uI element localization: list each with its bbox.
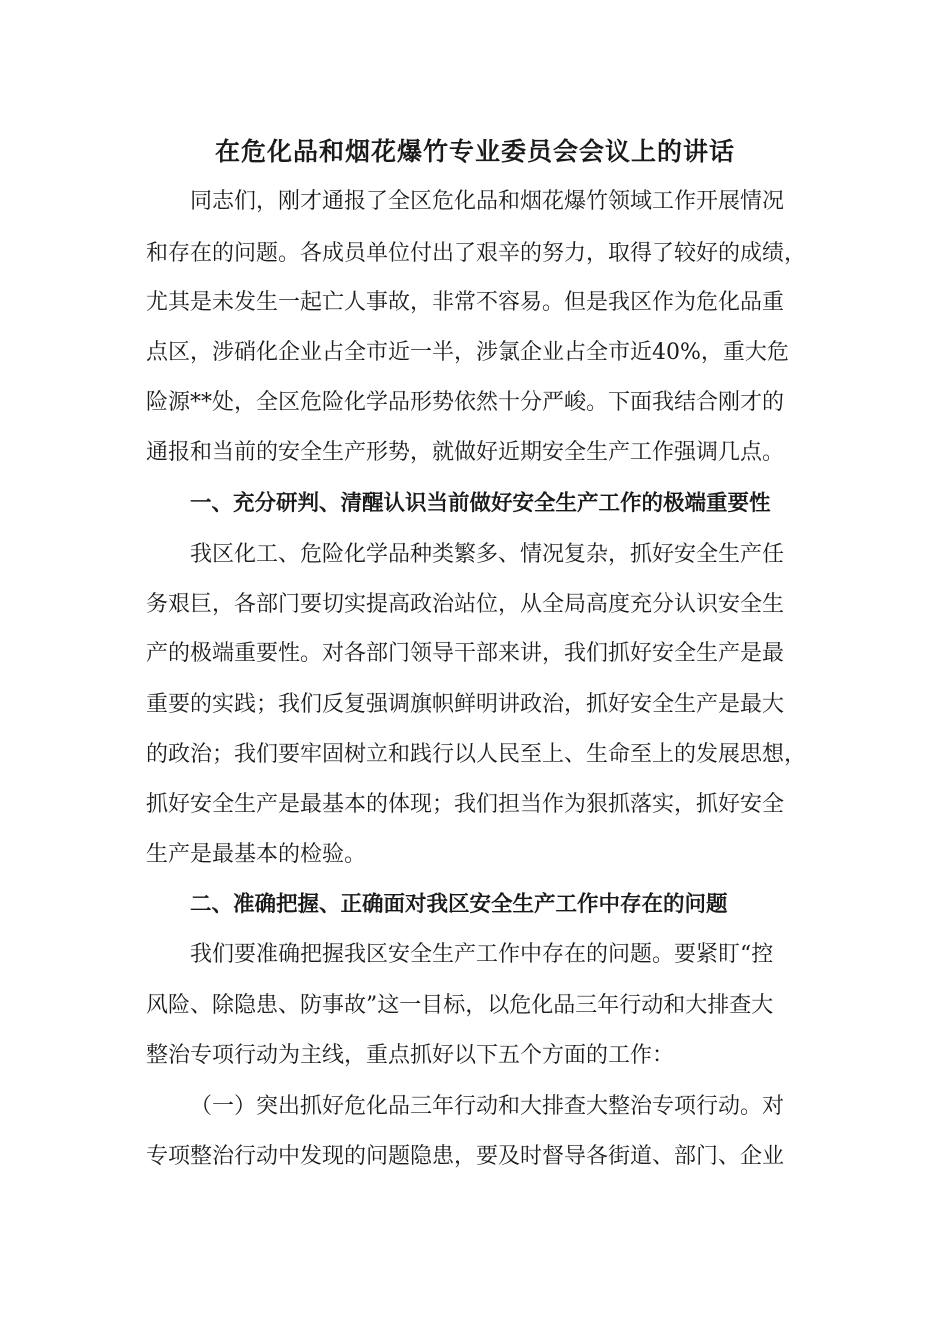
paragraph-2-line-7: 生产是最基本的检验。	[146, 842, 367, 867]
paragraph-2-line-6: 抓好安全生产是最基本的体现；我们担当作为狠抓落实，抓好安全	[146, 792, 785, 817]
paragraph-3-line-3: 整治专项行动为主线，重点抓好以下五个方面的工作：	[146, 1043, 675, 1068]
paragraph-3-line-2: 风险、除隐患、防事故”这一目标，以危化品三年行动和大排查大	[146, 993, 774, 1018]
paragraph-4-line-2: 专项整治行动中发现的问题隐患，要及时督导各街道、部门、企业	[146, 1144, 785, 1169]
section-heading-1: 一、充分研判、清醒认识当前做好安全生产工作的极端重要性	[190, 491, 771, 516]
paragraph-1-line-2: 和存在的问题。各成员单位付出了艰辛的努力，取得了较好的成绩，	[146, 241, 807, 266]
paragraph-2-line-4: 重要的实践；我们反复强调旗帜鲜明讲政治，抓好安全生产是最大	[146, 692, 785, 717]
paragraph-1-line-6: 通报和当前的安全生产形势，就做好近期安全生产工作强调几点。	[146, 440, 785, 465]
paragraph-1-line-5: 险源**处，全区危险化学品形势依然十分严峻。下面我结合刚才的	[146, 390, 785, 415]
paragraph-2-line-1: 我区化工、危险化学品种类繁多、情况复杂，抓好安全生产任	[190, 542, 785, 567]
paragraph-2-line-2: 务艰巨，各部门要切实提高政治站位，从全局高度充分认识安全生	[146, 592, 785, 617]
paragraph-4-line-1: （一）突出抓好危化品三年行动和大排查大整治专项行动。对	[190, 1094, 785, 1119]
paragraph-1-line-4: 点区，涉硝化企业占全市近一半，涉氯企业占全市近40%，重大危	[146, 340, 789, 365]
paragraph-3-line-1: 我们要准确把握我区安全生产工作中存在的问题。要紧盯“控	[190, 942, 774, 967]
paragraph-1-line-3: 尤其是未发生一起亡人事故，非常不容易。但是我区作为危化品重	[146, 290, 785, 315]
document-title: 在危化品和烟花爆竹专业委员会会议上的讲话	[214, 137, 735, 166]
paragraph-2-line-5: 的政治；我们要牢固树立和践行以人民至上、生命至上的发展思想，	[146, 742, 807, 767]
paragraph-1-line-1: 同志们，刚才通报了全区危化品和烟花爆竹领域工作开展情况	[190, 189, 785, 214]
paragraph-2-line-3: 产的极端重要性。对各部门领导干部来讲，我们抓好安全生产是最	[146, 641, 785, 666]
section-heading-2: 二、准确把握、正确面对我区安全生产工作中存在的问题	[190, 892, 728, 917]
